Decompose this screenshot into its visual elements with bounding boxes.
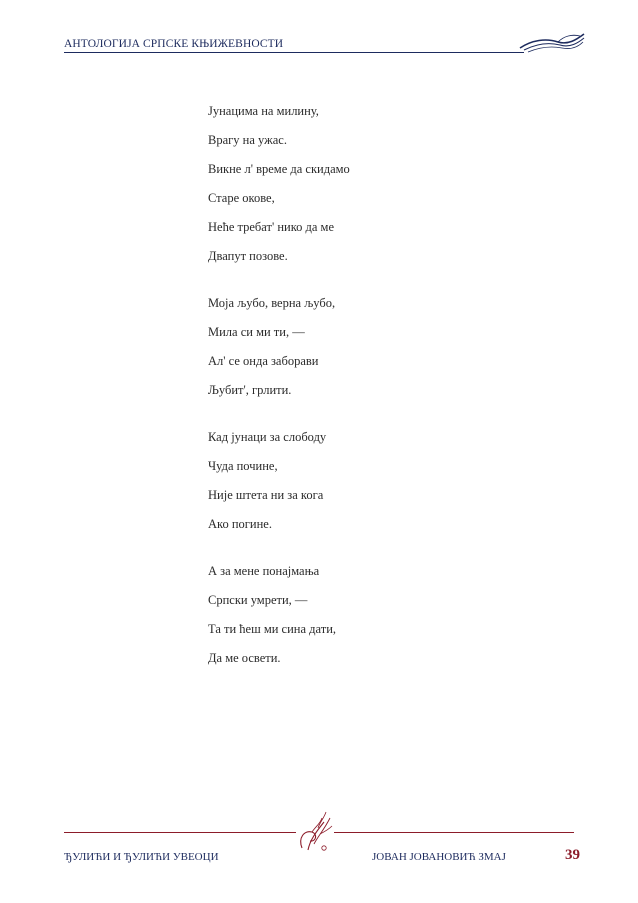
floral-flourish-icon bbox=[294, 808, 336, 856]
wave-flourish-icon bbox=[518, 30, 586, 56]
poem-line: Ако погине. bbox=[208, 517, 272, 531]
poem-line: Старе окове, bbox=[208, 191, 275, 205]
poem-line: Мила си ми ти, — bbox=[208, 325, 305, 339]
poem-stanza bbox=[208, 104, 538, 264]
poem-line: Српски умрети, — bbox=[208, 593, 308, 607]
poem-line: Чуда почине, bbox=[208, 459, 278, 473]
poem-line: Јунацима на милину, bbox=[208, 104, 319, 118]
poem-line: Та ти ћеш ми сина дати, bbox=[208, 622, 337, 636]
poem-line: Да ме освети. bbox=[208, 651, 281, 665]
footer-rule-left bbox=[64, 832, 296, 833]
poem-line: Није штета ни за кога bbox=[208, 488, 324, 502]
poem-line: Кад јунаци за слободу bbox=[208, 430, 327, 444]
footer-book-title: ЂУЛИЋИ И ЂУЛИЋИ УВЕОЦИ bbox=[64, 851, 219, 863]
poem-line: Моја љубо, верна љубо, bbox=[208, 296, 336, 310]
poem-line: Љубит', грлити. bbox=[208, 383, 292, 397]
poem-line: Ал' се онда заборави bbox=[208, 354, 319, 368]
poem-line: Двапут позове. bbox=[208, 249, 288, 263]
poem-body bbox=[208, 104, 538, 698]
header-rule bbox=[64, 52, 524, 53]
poem-line: Викне л' време да скидамо bbox=[208, 162, 350, 176]
running-header-title: АНТОЛОГИЈА СРПСКЕ КЊИЖЕВНОСТИ bbox=[64, 38, 284, 50]
poem-line: Неће требат' нико да ме bbox=[208, 220, 335, 234]
poem-stanza bbox=[208, 296, 538, 398]
page-number: 39 bbox=[565, 847, 580, 863]
poem-line: А за мене понајмања bbox=[208, 564, 320, 578]
poem-stanza bbox=[208, 564, 538, 666]
footer-author: ЈОВАН ЈОВАНОВИЋ ЗМАЈ bbox=[372, 851, 506, 863]
footer-rule-right bbox=[334, 832, 574, 833]
poem-stanza bbox=[208, 430, 538, 532]
poem-line: Врагу на ужас. bbox=[208, 133, 287, 147]
